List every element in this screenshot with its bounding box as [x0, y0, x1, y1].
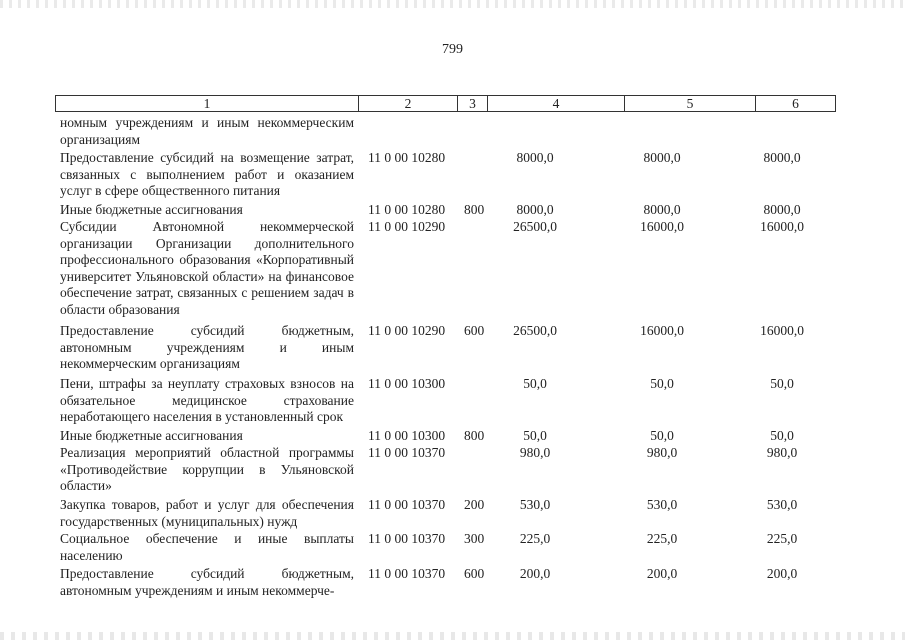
row-name: Предоставление субсидий бюджетным, автономным учреждениям и иным некоммерче- [60, 566, 354, 598]
row-value-col6: 200,0 [766, 566, 798, 581]
row-value-col5: 50,0 [650, 428, 674, 443]
row-name: Предоставление субсидий бюджетным, автономным учреждениям и иным некоммерческим организациям [60, 323, 354, 372]
row-code: 11 0 00 10280 [368, 202, 446, 217]
row-value-col5: 980,0 [646, 445, 678, 460]
row-value-col5: 530,0 [646, 497, 678, 512]
row-vr: 800 [464, 202, 485, 217]
row-value-col6: 8000,0 [763, 202, 801, 217]
row-code: 11 0 00 10300 [368, 376, 446, 391]
row-value-col5: 8000,0 [643, 202, 681, 217]
scan-edge-top [0, 0, 905, 8]
row-value-col6: 50,0 [770, 428, 794, 443]
row-name: Иные бюджетные ассигнования [60, 428, 243, 443]
row-value-col5: 16000,0 [640, 323, 684, 338]
row-value-col6: 8000,0 [763, 150, 801, 165]
row-name: Реализация мероприятий областной программы «Противодействие коррупции в Ульяновской области» [60, 445, 354, 494]
row-value-col5: 8000,0 [643, 150, 681, 165]
row-value-col4: 8000,0 [516, 202, 554, 217]
row-value-col5: 225,0 [646, 531, 678, 546]
row-value-col4: 26500,0 [513, 219, 557, 234]
row-code: 11 0 00 10290 [368, 323, 446, 338]
row-code: 11 0 00 10370 [368, 497, 446, 512]
row-value-col5: 16000,0 [640, 219, 684, 234]
row-value-col6: 50,0 [770, 376, 794, 391]
row-name: Иные бюджетные ассигнования [60, 202, 243, 217]
row-vr: 800 [464, 428, 485, 443]
row-value-col6: 16000,0 [760, 323, 804, 338]
row-code: 11 0 00 10370 [368, 531, 446, 546]
page-number: 799 [442, 42, 463, 57]
row-value-col6: 530,0 [766, 497, 798, 512]
table-header-row [55, 95, 836, 112]
row-name: Социальное обеспечение и иные выплаты населению [60, 531, 354, 563]
row-value-col6: 980,0 [766, 445, 798, 460]
row-vr: 300 [464, 531, 485, 546]
row-value-col6: 16000,0 [760, 219, 804, 234]
row-name: Предоставление субсидий на возмещение затрат, связанных с выполнением работ и оказанием услуг в сфере общественного питания [60, 150, 354, 199]
row-value-col4: 50,0 [523, 376, 547, 391]
row-value-col4: 225,0 [519, 531, 551, 546]
row-value-col4: 530,0 [519, 497, 551, 512]
header-col-5: 5 [625, 96, 756, 111]
row-value-col4: 50,0 [523, 428, 547, 443]
row-name: Субсидии Автономной некоммерческой организации Организации дополнительного профессионального образования «Корпоративный университет Ульяновской области» на финансовое обеспечение затрат, связанных с решением задач в области образования [60, 219, 354, 317]
header-col-3: 3 [458, 96, 488, 111]
row-code: 11 0 00 10370 [368, 445, 446, 460]
row-value-col4: 26500,0 [513, 323, 557, 338]
row-vr: 600 [464, 323, 485, 338]
row-name: Закупка товаров, работ и услуг для обеспечения государственных (муниципальных) нужд [60, 497, 354, 529]
row-code: 11 0 00 10370 [368, 566, 446, 581]
row-vr: 600 [464, 566, 485, 581]
header-col-4: 4 [488, 96, 625, 111]
scan-edge-bottom [0, 632, 905, 640]
row-value-col4: 200,0 [519, 566, 551, 581]
header-col-1: 1 [56, 96, 359, 111]
row-code: 11 0 00 10300 [368, 428, 446, 443]
row-value-col4: 980,0 [519, 445, 551, 460]
row-value-col5: 50,0 [650, 376, 674, 391]
header-col-6: 6 [792, 96, 799, 111]
row-name: номным учреждениям и иным некоммерческим организациям [60, 115, 354, 147]
row-vr: 200 [464, 497, 485, 512]
row-value-col4: 8000,0 [516, 150, 554, 165]
row-code: 11 0 00 10290 [368, 219, 446, 234]
row-value-col6: 225,0 [766, 531, 798, 546]
row-name: Пени, штрафы за неуплату страховых взносов на обязательное медицинское страхование неработающего населения в установленный срок [60, 376, 354, 425]
row-code: 11 0 00 10280 [368, 150, 446, 165]
row-value-col5: 200,0 [646, 566, 678, 581]
header-col-2: 2 [359, 96, 458, 111]
